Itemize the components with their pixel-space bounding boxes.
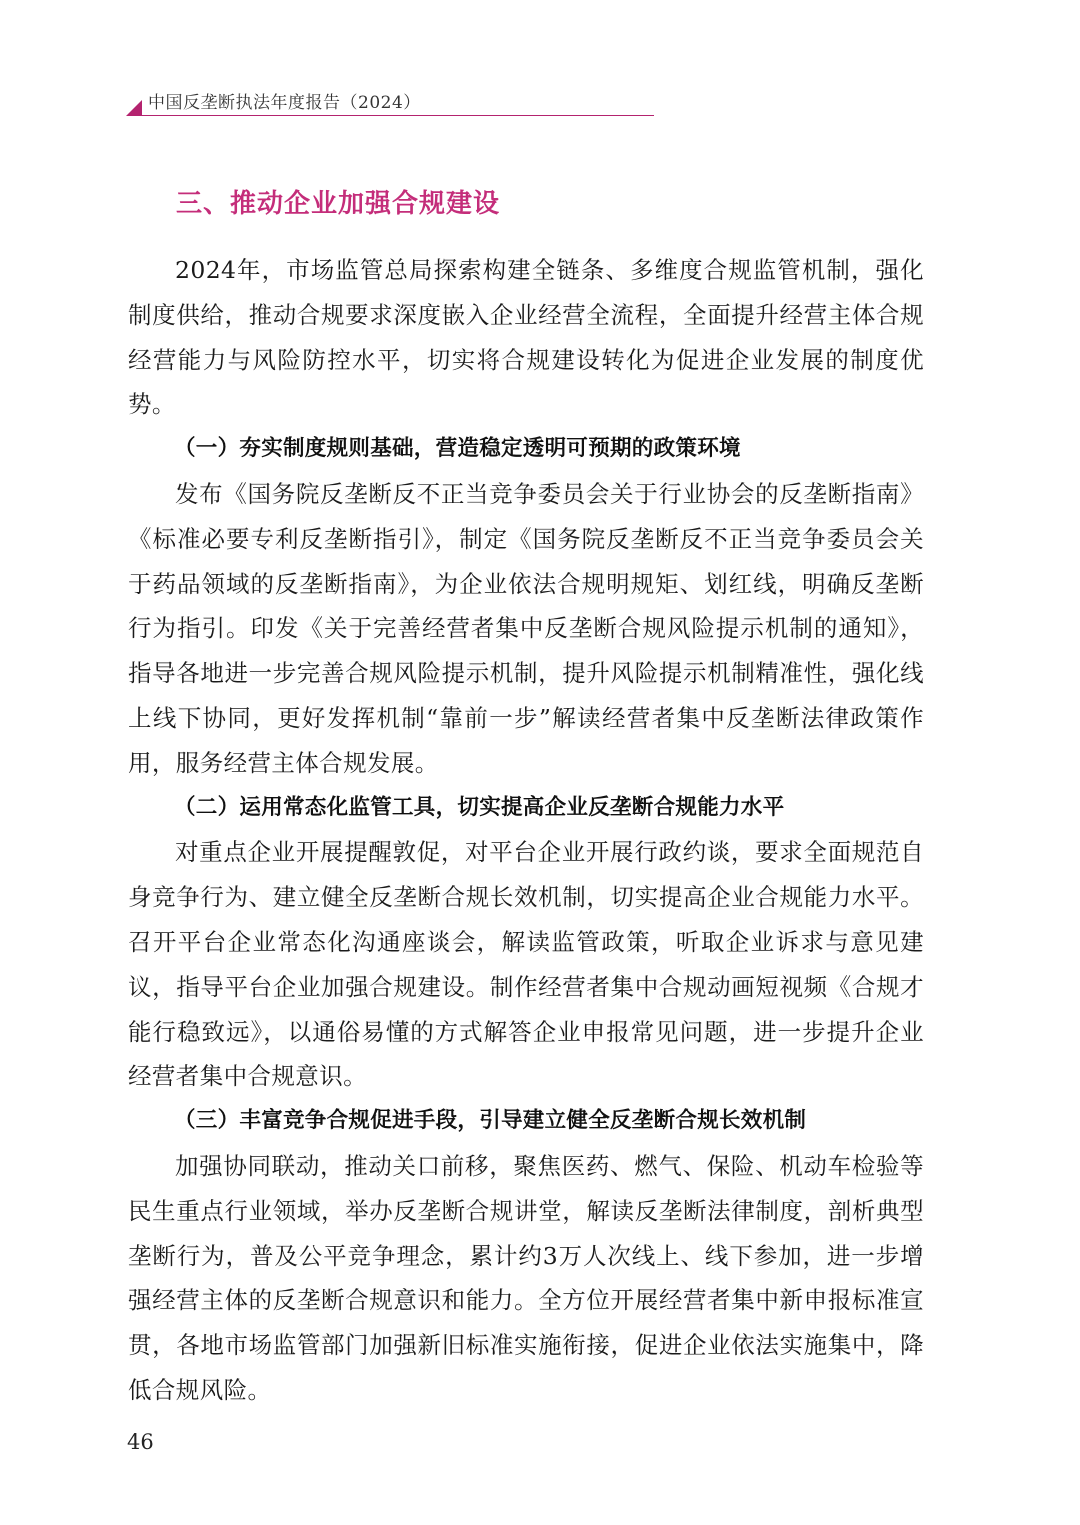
subsection-body-2: 对重点企业开展提醒敦促，对平台企业开展行政约谈，要求全面规范自身竞争行为、建立健全反垄断合规长效机制，切实提高企业合规能力水平。召开平台企业常态化沟通座谈会，解读监管政策，听取企业诉求与意见建议，指导平台企业加强合规建设。制作经营者集中合规动画短视频《合规才能行稳致远》，以通俗易懂的方式解答企业申报常见问题，进一步提升企业经营者集中合规意识。 [128, 838, 924, 1091]
running-header [126, 88, 654, 118]
subsection-heading-1: （一）夯实制度规则基础，营造稳定透明可预期的政策环境 [174, 436, 741, 462]
intro-paragraph: 2024年，市场监管总局探索构建全链条、多维度合规监管机制，强化制度供给，推动合规要求深度嵌入企业经营全流程，全面提升经营主体合规经营能力与风险防控水平，切实将合规建设转化为促进企业发展的制度优势。 [128, 256, 924, 419]
body-text [128, 248, 924, 1413]
subsection-body-3: 加强协同联动，推动关口前移，聚焦医药、燃气、保险、机动车检验等民生重点行业领域，举办反垄断合规讲堂，解读反垄断法律制度，剖析典型垄断行为，普及公平竞争理念，累计约3万人次线上、线下参加，进一步增强经营主体的反垄断合规意识和能力。全方位开展经营者集中新申报标准宣贯，各地市场监管部门加强新旧标准实施衔接，促进企业依法实施集中，降低合规风险。 [128, 1151, 924, 1404]
subsection-heading-2: （二）运用常态化监管工具，切实提高企业反垄断合规能力水平 [174, 794, 785, 820]
subsection-heading-3: （三）丰富竞争合规促进手段，引导建立健全反垄断合规长效机制 [174, 1108, 807, 1134]
page-number: 46 [127, 1430, 154, 1454]
section-title: 三、推动企业加强合规建设 [176, 189, 501, 219]
header-rule [142, 115, 654, 116]
subsection-body-1: 发布《国务院反垄断反不正当竞争委员会关于行业协会的反垄断指南》《标准必要专利反垄断指引》，制定《国务院反垄断反不正当竞争委员会关于药品领域的反垄断指南》，为企业依法合规明规矩、划红线，明确反垄断行为指引。印发《关于完善经营者集中反垄断合规风险提示机制的通知》，指导各地进一步完善合规风险提示机制，提升风险提示机制精准性，强化线上线下协同，更好发挥机制“靠前一步”解读经营者集中反垄断法律政策作用，服务经营主体合规发展。 [128, 479, 924, 777]
running-header-title: 中国反垄断执法年度报告（2024） [148, 93, 421, 113]
corner-triangle-icon [126, 100, 142, 116]
